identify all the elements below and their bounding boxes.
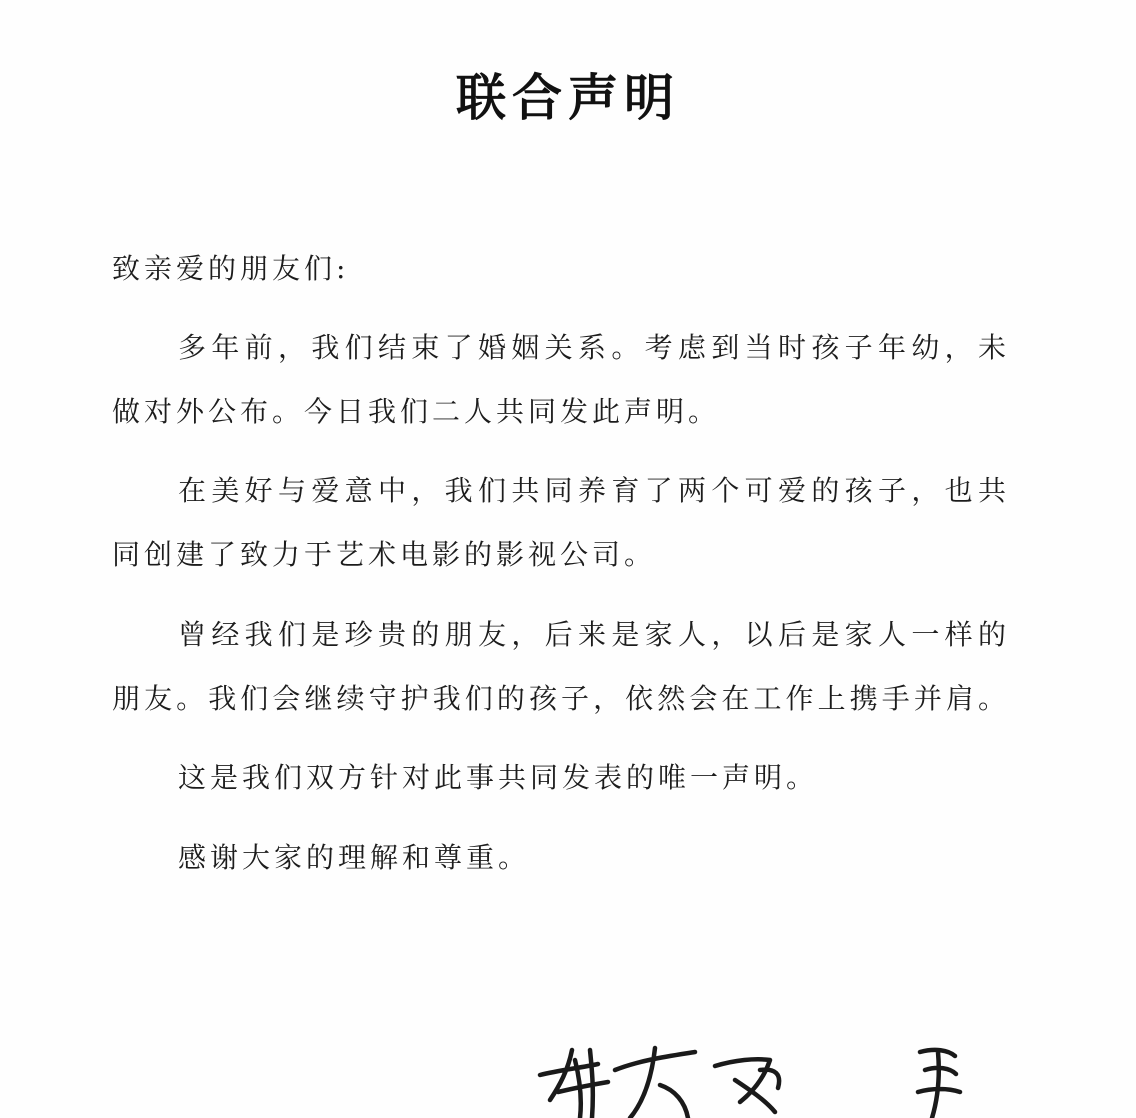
paragraph-5-line-1: 感谢大家的理解和尊重。	[178, 841, 531, 874]
paragraph-2-line-1: 在美好与爱意中，我们共同养育了两个可爱的孩子，也共	[178, 474, 1006, 507]
paragraph-4-line-1: 这是我们双方针对此事共同发表的唯一声明。	[178, 761, 819, 794]
document-title: 联合声明	[456, 69, 680, 127]
paragraph-1-line-2: 做对外公布。今日我们二人共同发此声明。	[112, 395, 721, 428]
salutation: 致亲爱的朋友们:	[112, 252, 350, 285]
paragraph-2-line-2: 同创建了致力于艺术电影的影视公司。	[112, 538, 657, 571]
paragraph-1-line-1: 多年前，我们结束了婚姻关系。考虑到当时孩子年幼，未	[178, 331, 1006, 364]
paragraph-3-line-2: 朋友。我们会继续守护我们的孩子，依然会在工作上携手并肩。	[112, 682, 1006, 715]
handwritten-signature-icon	[520, 1030, 980, 1118]
paragraph-3-line-1: 曾经我们是珍贵的朋友，后来是家人，以后是家人一样的	[178, 618, 1006, 651]
